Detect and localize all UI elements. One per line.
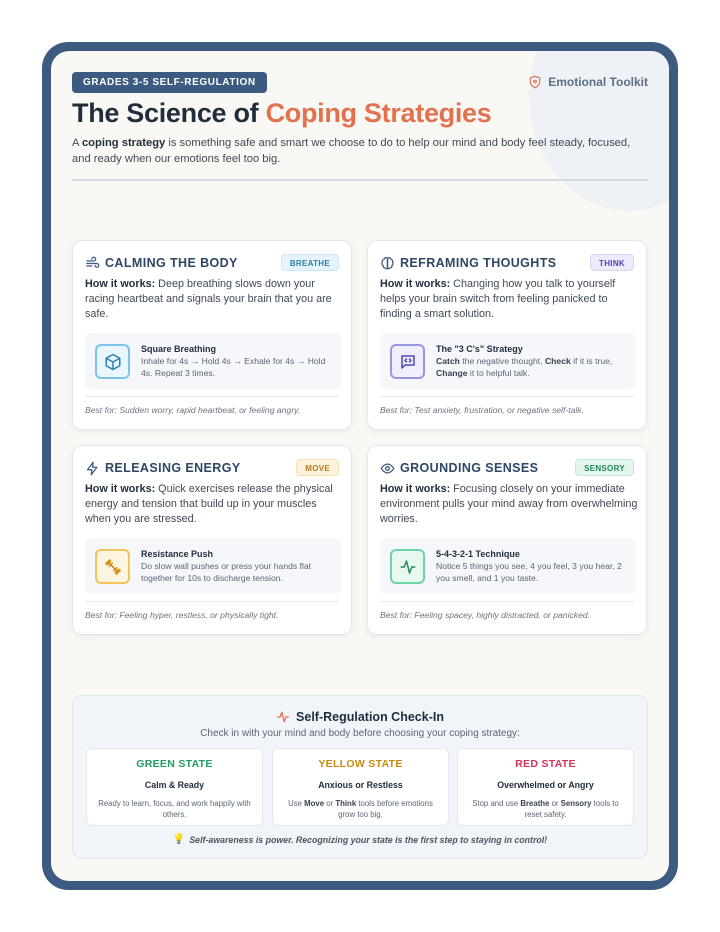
breathe-word: Breathe (520, 799, 550, 808)
worksheet (51, 51, 669, 881)
brain-icon (380, 256, 395, 271)
check-in-subtitle: Check in with your mind and body before choosing your coping strategy: (200, 728, 520, 739)
card-releasing-energy (72, 445, 352, 635)
intro-pre: A (72, 137, 82, 149)
tag-badge: MOVE (296, 459, 339, 476)
strategy-text: Do slow wall pushes or press your hands flat together for 10s to discharge tension. (141, 561, 312, 583)
card-divider (85, 601, 339, 602)
how-label: How it works: (380, 483, 451, 495)
tag-badge: THINK (590, 254, 634, 271)
strategy-title: Square Breathing (141, 344, 217, 354)
state-red (457, 748, 634, 826)
catch-word: Catch (436, 356, 460, 366)
card-header (85, 253, 339, 273)
how-label: How it works: (85, 483, 156, 495)
footer-text: Self-awareness is power. Recognizing your state is the first step to staying in control! (189, 834, 548, 845)
text-part: or (549, 799, 561, 808)
card-title: GROUNDING SENSES (400, 461, 539, 475)
card-title: REFRAMING THOUGHTS (400, 256, 557, 270)
how-it-works (380, 482, 638, 527)
card-calming-body (72, 240, 352, 430)
how-text: Quick exercises release the physical energy and tension that build up in your muscles when you are stressed. (85, 483, 333, 525)
how-it-works (380, 277, 638, 322)
card-divider (85, 396, 339, 397)
strategy-title: 5-4-3-2-1 Technique (436, 549, 520, 559)
zap-icon (85, 461, 100, 476)
strategy-box (380, 333, 636, 389)
card-divider (380, 396, 634, 397)
check-in-header (73, 710, 647, 724)
how-it-works (85, 277, 343, 322)
wind-icon (85, 256, 100, 271)
shield-heart-icon (528, 75, 542, 89)
page-title (72, 98, 492, 129)
intro-post: is something safe and smart we choose to do to help our mind and body feel steady, focused, and ready when our emotions feel too big. (72, 137, 631, 165)
state-feeling: Overwhelmed or Angry (497, 780, 594, 790)
think-word: Think (335, 799, 357, 808)
strategy-title: The "3 C's" Strategy (436, 344, 523, 354)
strategy-text: Notice 5 things you see, 4 you feel, 3 you hear, 2 you smell, and 1 you taste. (436, 561, 622, 583)
how-text: Deep breathing slows down your racing heartbeat and signals your brain that you are safe. (85, 278, 332, 320)
text-part: tools to reset safety. (524, 799, 619, 819)
state-description (281, 798, 440, 820)
card-title: CALMING THE BODY (105, 256, 238, 270)
strategy-box (85, 333, 341, 389)
best-for: Best for: Feeling spacey, highly distracted, or panicked. (380, 610, 591, 620)
how-label: How it works: (85, 278, 156, 290)
how-label: How it works: (380, 278, 451, 290)
text-part: or (324, 799, 336, 808)
state-feeling: Anxious or Restless (318, 780, 403, 790)
activity-icon (276, 710, 290, 724)
intro-bold: coping strategy (81, 137, 166, 149)
state-name: GREEN STATE (136, 758, 213, 770)
state-feeling: Calm & Ready (144, 780, 205, 790)
card-header (380, 458, 634, 478)
state-green (86, 748, 263, 826)
grade-badge: GRADES 3-5 SELF-REGULATION (72, 72, 267, 93)
how-it-works (85, 482, 343, 527)
card-reframing-thoughts (367, 240, 647, 430)
best-for: Best for: Test anxiety, frustration, or negative self-talk. (380, 405, 584, 415)
text-part: Use (288, 799, 305, 808)
check-in-title: Self-Regulation Check-In (296, 710, 444, 724)
state-name: YELLOW STATE (318, 758, 403, 770)
best-for: Best for: Sudden worry, rapid heartbeat, or feeling angry. (85, 405, 301, 415)
text-part: if it is true, (570, 356, 613, 366)
title-main: The Science of (72, 98, 266, 128)
cube-icon (95, 344, 130, 379)
state-description (466, 798, 625, 820)
move-word: Move (304, 799, 325, 808)
card-header (380, 253, 634, 273)
intro-paragraph (72, 135, 632, 167)
strategy-title: Resistance Push (141, 549, 214, 559)
text-part: Stop and use (472, 799, 521, 808)
how-text: Changing how you talk to yourself helps your brain switch from feeling panicked to finding a smart solution. (380, 278, 616, 320)
card-header (85, 458, 339, 478)
strategy-box (380, 538, 636, 594)
check-in-footer (73, 834, 647, 845)
header-divider (72, 179, 648, 181)
dumbbell-icon (95, 549, 130, 584)
text-part: the negative thought, (459, 356, 545, 366)
strategy-box (85, 538, 341, 594)
tag-badge: SENSORY (575, 459, 634, 476)
card-divider (380, 601, 634, 602)
eye-icon (380, 461, 395, 476)
how-text: Focusing closely on your immediate environment pulls your mind away from overwhelming worries. (380, 483, 638, 525)
message-code-icon (390, 344, 425, 379)
state-yellow (272, 748, 449, 826)
title-accent: Coping Strategies (265, 98, 492, 128)
card-grounding-senses (367, 445, 647, 635)
text-part: it to helpful talk. (467, 367, 530, 378)
state-name: RED STATE (515, 758, 576, 770)
lightbulb-icon: 💡 (172, 834, 186, 845)
best-for: Best for: Feeling hyper, restless, or physically tight. (85, 610, 279, 620)
pulse-icon (390, 549, 425, 584)
sensory-word: Sensory (560, 799, 592, 808)
card-title: RELEASING ENERGY (105, 461, 241, 475)
change-word: Change (436, 367, 468, 378)
state-description: Ready to learn, focus, and work happily with others. (98, 799, 251, 819)
tag-badge: BREATHE (281, 254, 339, 271)
check-in-panel (72, 695, 648, 859)
toolkit-label (528, 75, 648, 89)
strategy-text: Inhale for 4s → Hold 4s → Exhale for 4s → Hold 4s. Repeat 3 times. (141, 356, 326, 378)
strategy-text (436, 356, 624, 379)
toolkit-text: Emotional Toolkit (548, 75, 648, 89)
check-word: Check (544, 356, 571, 366)
text-part: tools before emotions grow too big. (338, 799, 433, 819)
